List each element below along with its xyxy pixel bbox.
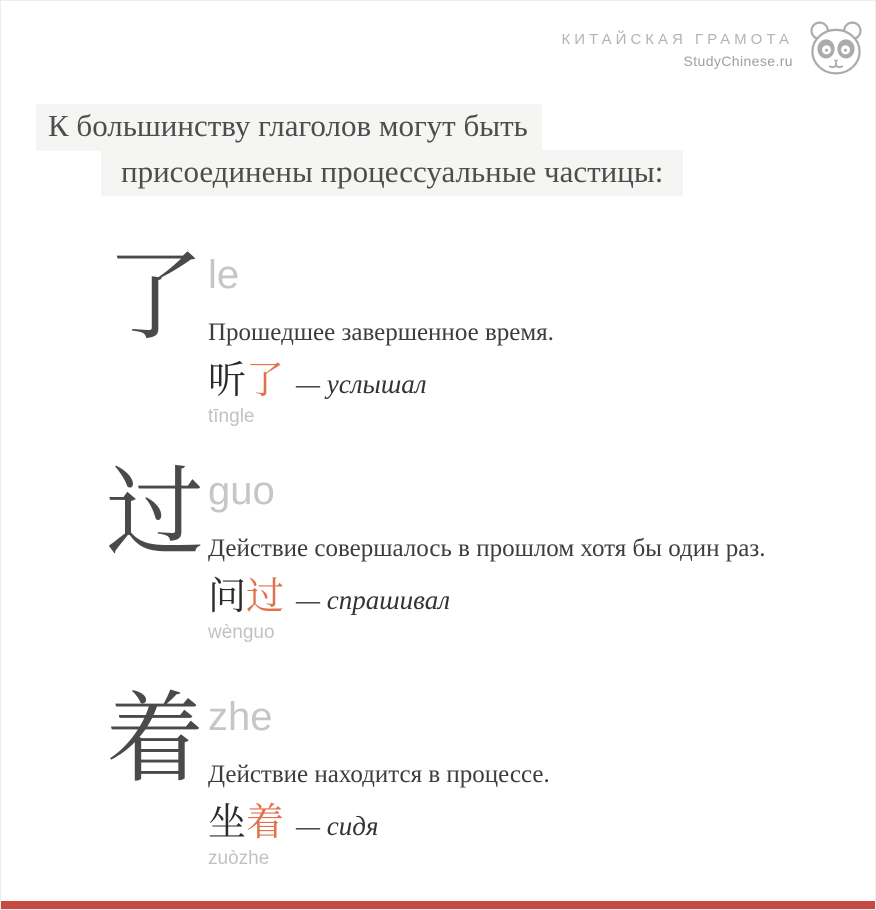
section-body bbox=[206, 463, 765, 644]
example-particle-hanzi: 过 bbox=[246, 576, 285, 618]
title-line-2: присоединены процессуальные частицы: bbox=[101, 150, 683, 197]
example-pinyin: wènguo bbox=[208, 621, 275, 643]
section-body bbox=[206, 247, 554, 428]
particle-description: Действие совершалось в прошлом хотя бы один раз. bbox=[208, 535, 766, 562]
example-pinyin: tīngle bbox=[208, 405, 255, 427]
particle-section-guo bbox=[106, 460, 766, 644]
example-pinyin: zuòzhe bbox=[208, 847, 270, 869]
particle-hanzi: 过 bbox=[106, 460, 205, 568]
example-verb-hanzi: 听 bbox=[208, 360, 247, 402]
example-translation: — услышал bbox=[296, 369, 427, 399]
header bbox=[561, 19, 865, 77]
particle-hanzi: 了 bbox=[106, 244, 205, 352]
brand-site-url: StudyChinese.ru bbox=[683, 53, 793, 69]
example-particle-hanzi: 着 bbox=[246, 802, 285, 844]
particle-section-zhe bbox=[106, 686, 550, 870]
footer-accent-bar bbox=[1, 901, 875, 909]
particle-description: Прошедшее завершенное время. bbox=[208, 319, 554, 346]
particle-section-le bbox=[106, 244, 554, 428]
example-line bbox=[208, 361, 554, 403]
example-particle-hanzi: 了 bbox=[246, 360, 285, 402]
brand-name: КИТАЙСКАЯ ГРАМОТА bbox=[561, 31, 793, 48]
section-body bbox=[206, 689, 550, 870]
example-line bbox=[208, 803, 550, 845]
particle-description: Действие находится в процессе. bbox=[208, 761, 550, 788]
particle-pinyin: zhe bbox=[208, 695, 273, 739]
panda-icon bbox=[807, 19, 865, 77]
particle-pinyin: le bbox=[208, 253, 240, 297]
example-line bbox=[208, 577, 765, 619]
page-title bbox=[1, 104, 683, 196]
example-verb-hanzi: 问 bbox=[208, 576, 247, 618]
example-verb-hanzi: 坐 bbox=[208, 802, 247, 844]
particle-hanzi: 着 bbox=[106, 686, 205, 794]
title-line-1: К большинству глаголов могут быть bbox=[36, 104, 542, 151]
example-translation: — спрашивал bbox=[296, 585, 450, 615]
example-translation: — сидя bbox=[296, 811, 379, 841]
particle-pinyin: guo bbox=[208, 469, 275, 513]
brand-block bbox=[561, 31, 793, 69]
